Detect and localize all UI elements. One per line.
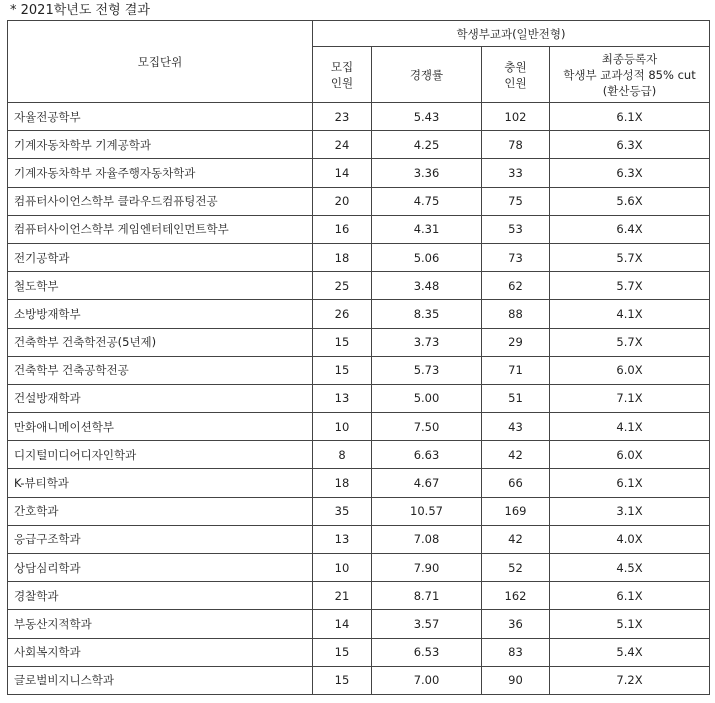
competition-cell: 4.25 [372,131,482,159]
table-row [8,243,710,271]
filled-cell: 169 [482,497,550,525]
final-grade-cell: 5.4X [550,638,710,666]
filled-cell: 88 [482,300,550,328]
final-grade-cell: 6.0X [550,356,710,384]
filled-cell: 51 [482,384,550,412]
final-grade-cell: 6.0X [550,441,710,469]
final-grade-cell: 4.1X [550,413,710,441]
table-row [8,187,710,215]
competition-cell: 7.90 [372,554,482,582]
competition-cell: 5.73 [372,356,482,384]
final-grade-cell: 7.2X [550,666,710,694]
unit-cell: 철도학부 [8,272,313,300]
unit-cell: K-뷰티학과 [8,469,313,497]
unit-cell: 만화애니메이션학부 [8,413,313,441]
quota-cell: 14 [313,159,372,187]
quota-cell: 18 [313,243,372,271]
competition-cell: 10.57 [372,497,482,525]
final-grade-cell: 7.1X [550,384,710,412]
group-header: 학생부교과(일반전형) [313,21,710,47]
filled-cell: 42 [482,525,550,553]
filled-cell: 33 [482,159,550,187]
quota-cell: 21 [313,582,372,610]
unit-cell: 응급구조학과 [8,525,313,553]
filled-cell: 162 [482,582,550,610]
competition-cell: 5.06 [372,243,482,271]
filled-cell: 75 [482,187,550,215]
competition-cell: 4.31 [372,215,482,243]
quota-cell: 10 [313,554,372,582]
unit-cell: 기계자동차학부 기계공학과 [8,131,313,159]
table-row [8,469,710,497]
filled-cell: 102 [482,103,550,131]
table-row [8,356,710,384]
filled-cell: 66 [482,469,550,497]
filled-cell: 43 [482,413,550,441]
table-body [8,103,710,695]
quota-cell: 24 [313,131,372,159]
quota-cell: 20 [313,187,372,215]
unit-cell: 건축학부 건축학전공(5년제) [8,328,313,356]
unit-cell: 사회복지학과 [8,638,313,666]
competition-cell: 3.36 [372,159,482,187]
table-row [8,159,710,187]
unit-cell: 간호학과 [8,497,313,525]
final-grade-cell: 6.3X [550,131,710,159]
final-grade-cell: 3.1X [550,497,710,525]
quota-cell: 15 [313,638,372,666]
competition-cell: 3.57 [372,610,482,638]
final-grade-cell: 4.1X [550,300,710,328]
table-row [8,497,710,525]
unit-cell: 자율전공학부 [8,103,313,131]
competition-cell: 3.48 [372,272,482,300]
competition-cell: 7.00 [372,666,482,694]
filled-cell: 83 [482,638,550,666]
final-grade-cell: 4.5X [550,554,710,582]
final-grade-cell: 6.1X [550,582,710,610]
quota-cell: 25 [313,272,372,300]
filled-cell: 42 [482,441,550,469]
competition-cell: 4.75 [372,187,482,215]
filled-cell: 71 [482,356,550,384]
quota-cell: 18 [313,469,372,497]
quota-cell: 26 [313,300,372,328]
filled-cell: 53 [482,215,550,243]
unit-header: 모집단위 [8,21,313,103]
competition-header: 경쟁률 [372,47,482,103]
competition-cell: 7.08 [372,525,482,553]
final-grade-cell: 5.7X [550,272,710,300]
table-row [8,638,710,666]
unit-cell: 기계자동차학부 자율주행자동차학과 [8,159,313,187]
competition-cell: 6.53 [372,638,482,666]
quota-cell: 15 [313,356,372,384]
unit-cell: 상담심리학과 [8,554,313,582]
table-row [8,610,710,638]
competition-cell: 7.50 [372,413,482,441]
table-row [8,328,710,356]
competition-cell: 3.73 [372,328,482,356]
final-grade-cell: 4.0X [550,525,710,553]
final-grade-cell: 5.7X [550,243,710,271]
filled-cell: 78 [482,131,550,159]
competition-cell: 4.67 [372,469,482,497]
filled-cell: 90 [482,666,550,694]
quota-cell: 15 [313,666,372,694]
final-grade-cell: 6.1X [550,469,710,497]
table-row [8,525,710,553]
competition-cell: 6.63 [372,441,482,469]
competition-cell: 5.00 [372,384,482,412]
filled-cell: 52 [482,554,550,582]
table-row [8,384,710,412]
filled-cell: 29 [482,328,550,356]
final-grade-cell: 5.7X [550,328,710,356]
quota-cell: 15 [313,328,372,356]
unit-cell: 부동산지적학과 [8,610,313,638]
quota-cell: 16 [313,215,372,243]
page-caption: * 2021학년도 전형 결과 [10,3,150,18]
unit-cell: 컴퓨터사이언스학부 게임엔터테인먼트학부 [8,215,313,243]
competition-cell: 5.43 [372,103,482,131]
final-grade-cell: 6.3X [550,159,710,187]
table-row [8,215,710,243]
competition-cell: 8.71 [372,582,482,610]
quota-cell: 14 [313,610,372,638]
table-row [8,666,710,694]
final-header: 최종등록자 학생부 교과성적 85% cut (환산등급) [550,47,710,103]
unit-cell: 전기공학과 [8,243,313,271]
competition-cell: 8.35 [372,300,482,328]
filled-cell: 36 [482,610,550,638]
unit-cell: 소방방재학부 [8,300,313,328]
table-row [8,413,710,441]
unit-cell: 건축학부 건축공학전공 [8,356,313,384]
table-row [8,582,710,610]
filled-cell: 62 [482,272,550,300]
admission-results-table [7,20,710,695]
quota-cell: 8 [313,441,372,469]
table-row [8,441,710,469]
unit-cell: 컴퓨터사이언스학부 클라우드컴퓨팅전공 [8,187,313,215]
quota-cell: 13 [313,525,372,553]
final-grade-cell: 6.1X [550,103,710,131]
table-row [8,300,710,328]
quota-header: 모집 인원 [313,47,372,103]
quota-cell: 10 [313,413,372,441]
quota-cell: 23 [313,103,372,131]
filled-cell: 73 [482,243,550,271]
final-grade-cell: 5.1X [550,610,710,638]
table-row [8,103,710,131]
unit-cell: 디지털미디어디자인학과 [8,441,313,469]
unit-cell: 경찰학과 [8,582,313,610]
final-grade-cell: 6.4X [550,215,710,243]
filled-header: 충원 인원 [482,47,550,103]
quota-cell: 13 [313,384,372,412]
table-row [8,131,710,159]
table-row [8,554,710,582]
unit-cell: 건설방재학과 [8,384,313,412]
table-row [8,272,710,300]
unit-cell: 글로벌비지니스학과 [8,666,313,694]
quota-cell: 35 [313,497,372,525]
final-grade-cell: 5.6X [550,187,710,215]
